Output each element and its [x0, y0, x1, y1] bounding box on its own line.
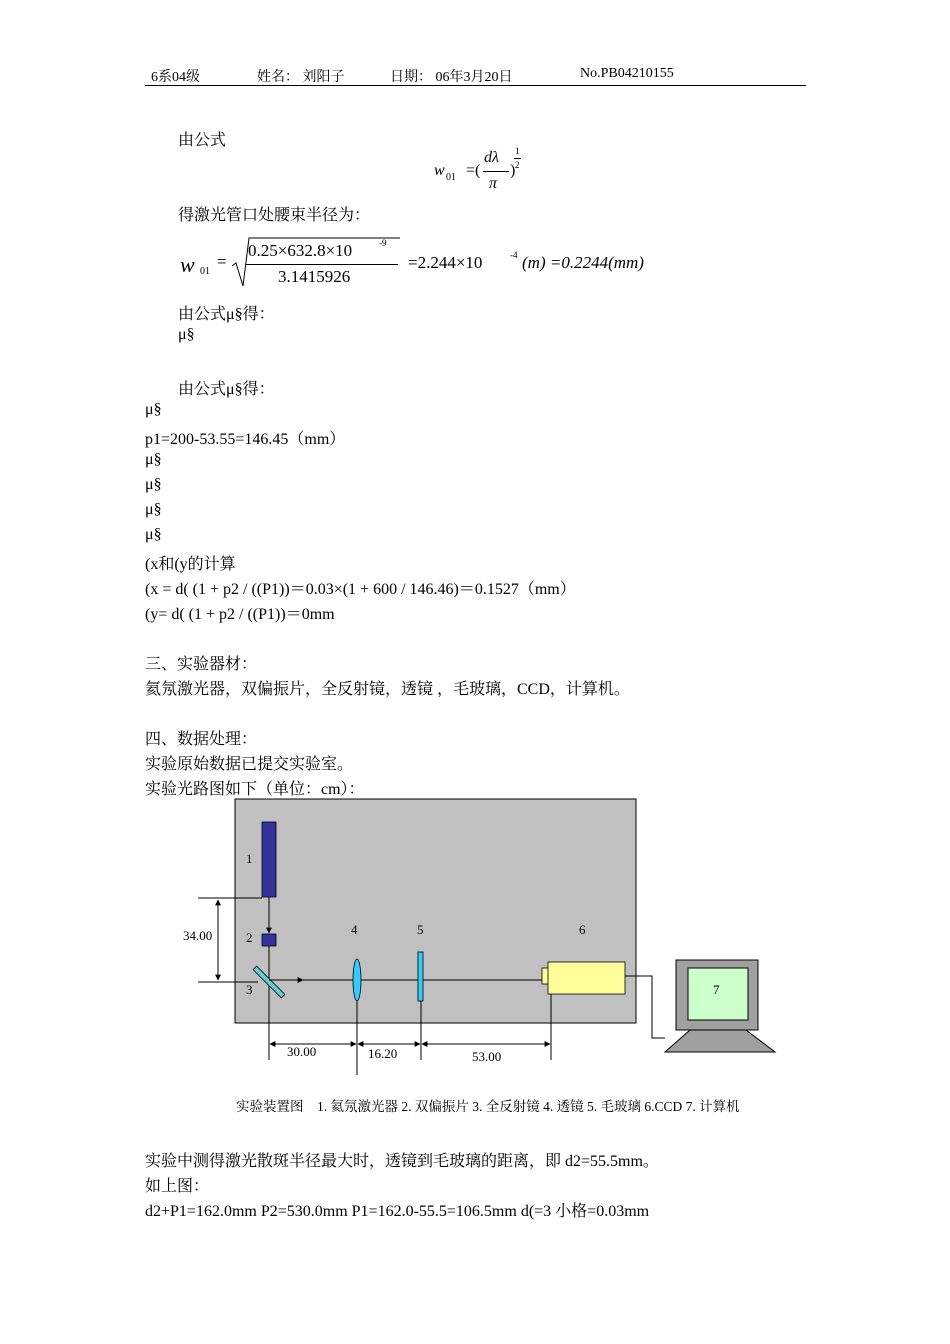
- ccd-icon: [548, 962, 625, 994]
- formula1-fraction-bar: [483, 171, 509, 172]
- label-2: 2: [246, 930, 253, 945]
- formula2-result2: (m) =0.2244(mm): [522, 253, 644, 272]
- header-number: No.PB04210155: [580, 66, 674, 81]
- formula2-num: 0.25×632.8×10: [248, 241, 353, 260]
- text-line: d2+P1=162.0mm P2=530.0mm P1=162.0-55.5=106.5mm d(=3 小格=0.03mm: [145, 1203, 650, 1220]
- dim-16-label: 16.20: [368, 1046, 398, 1061]
- formula1-sub: 01: [446, 172, 456, 183]
- label-1: 1: [246, 851, 253, 866]
- header-date: 日期： 06年3月20日: [390, 70, 513, 85]
- formula-1: [430, 146, 540, 196]
- text-line: μ§: [145, 526, 162, 543]
- formula-2: [180, 232, 680, 292]
- formula2-sub: 01: [200, 266, 210, 277]
- label-6: 6: [579, 922, 586, 937]
- text-line: p1=200-53.55=146.45（mm）: [145, 431, 346, 448]
- formula2-result1-exp: -4: [510, 250, 518, 260]
- section-4-title: 四、数据处理：: [145, 731, 258, 748]
- formula1-w: w: [434, 162, 445, 179]
- text-line: 实验中测得激光散斑半径最大时，透镜到毛玻璃的距离，即 d2=55.5mm。: [145, 1153, 659, 1170]
- text-line: μ§: [178, 326, 195, 343]
- text-line: μ§: [145, 401, 162, 418]
- section-4-line2: 实验光路图如下（单位：cm）：: [145, 781, 365, 798]
- header-name: 姓名： 刘阳子: [257, 70, 345, 85]
- label-7: 7: [713, 982, 720, 997]
- ground-glass-icon: [418, 952, 423, 1001]
- text-line: 由公式μ§得：: [178, 306, 275, 323]
- formula1-exp-num: 1: [515, 146, 520, 156]
- text-line: μ§: [145, 476, 162, 493]
- formula2-w: w: [180, 252, 195, 277]
- dim-30-label: 30.00: [287, 1044, 317, 1059]
- section-4-line1: 实验原始数据已提交实验室。: [145, 756, 354, 773]
- formula1-close: ): [510, 162, 516, 179]
- keyboard-base-icon: [665, 1030, 775, 1052]
- waist-text: 得激光管口处腰束半径为：: [178, 207, 371, 224]
- dim-53-label: 53.00: [472, 1049, 502, 1064]
- label-5: 5: [417, 922, 424, 937]
- text-line: 如上图：: [145, 1178, 210, 1195]
- text-line: (x = d( (1 + p2 / ((P1))＝0.03×(1 + 600 / 146.46)＝0.1527（mm）: [145, 581, 576, 598]
- formula1-exp-bar: [514, 158, 521, 159]
- diagram-caption: 实验装置图 1. 氦氖激光器 2. 双偏振片 3. 全反射镜 4. 透镜 5. 毛玻璃 6.CCD 7. 计算机: [236, 1099, 740, 1114]
- text-line: μ§: [145, 451, 162, 468]
- formula2-result1: =2.244×10: [408, 253, 483, 272]
- dim-vertical-label: 34.00: [183, 928, 213, 943]
- text-line: 由公式μ§得：: [178, 381, 275, 398]
- formula2-den: 3.1415926: [278, 267, 351, 286]
- text-line: (y= d( (1 + p2 / ((P1))＝0mm: [145, 606, 335, 623]
- label-3: 3: [246, 982, 253, 997]
- formula1-den: π: [489, 175, 498, 192]
- formula1-exp-den: 2: [515, 160, 520, 170]
- lens-icon: [353, 959, 361, 1001]
- text-line: (x和(y的计算: [145, 556, 236, 573]
- section-3-title: 三、实验器材：: [145, 656, 258, 673]
- formula2-eq: =: [217, 252, 227, 271]
- formula2-num-exp: -9: [379, 238, 387, 248]
- label-4: 4: [351, 922, 358, 937]
- laser-icon: [262, 822, 276, 897]
- formula2-fraction-bar: [246, 264, 398, 265]
- formula1-eq: =(: [466, 162, 481, 179]
- polarizer-icon: [262, 934, 276, 946]
- formula1-num: dλ: [484, 149, 499, 166]
- optical-path-diagram: [160, 790, 800, 1090]
- header-rule: [145, 85, 806, 86]
- formula-intro: 由公式: [178, 132, 227, 149]
- text-line: μ§: [145, 501, 162, 518]
- section-3-text: 氦氖激光器，双偏振片，全反射镜，透镜 ，毛玻璃，CCD，计算机。: [145, 681, 630, 698]
- header-dept: 6系04级: [151, 70, 200, 85]
